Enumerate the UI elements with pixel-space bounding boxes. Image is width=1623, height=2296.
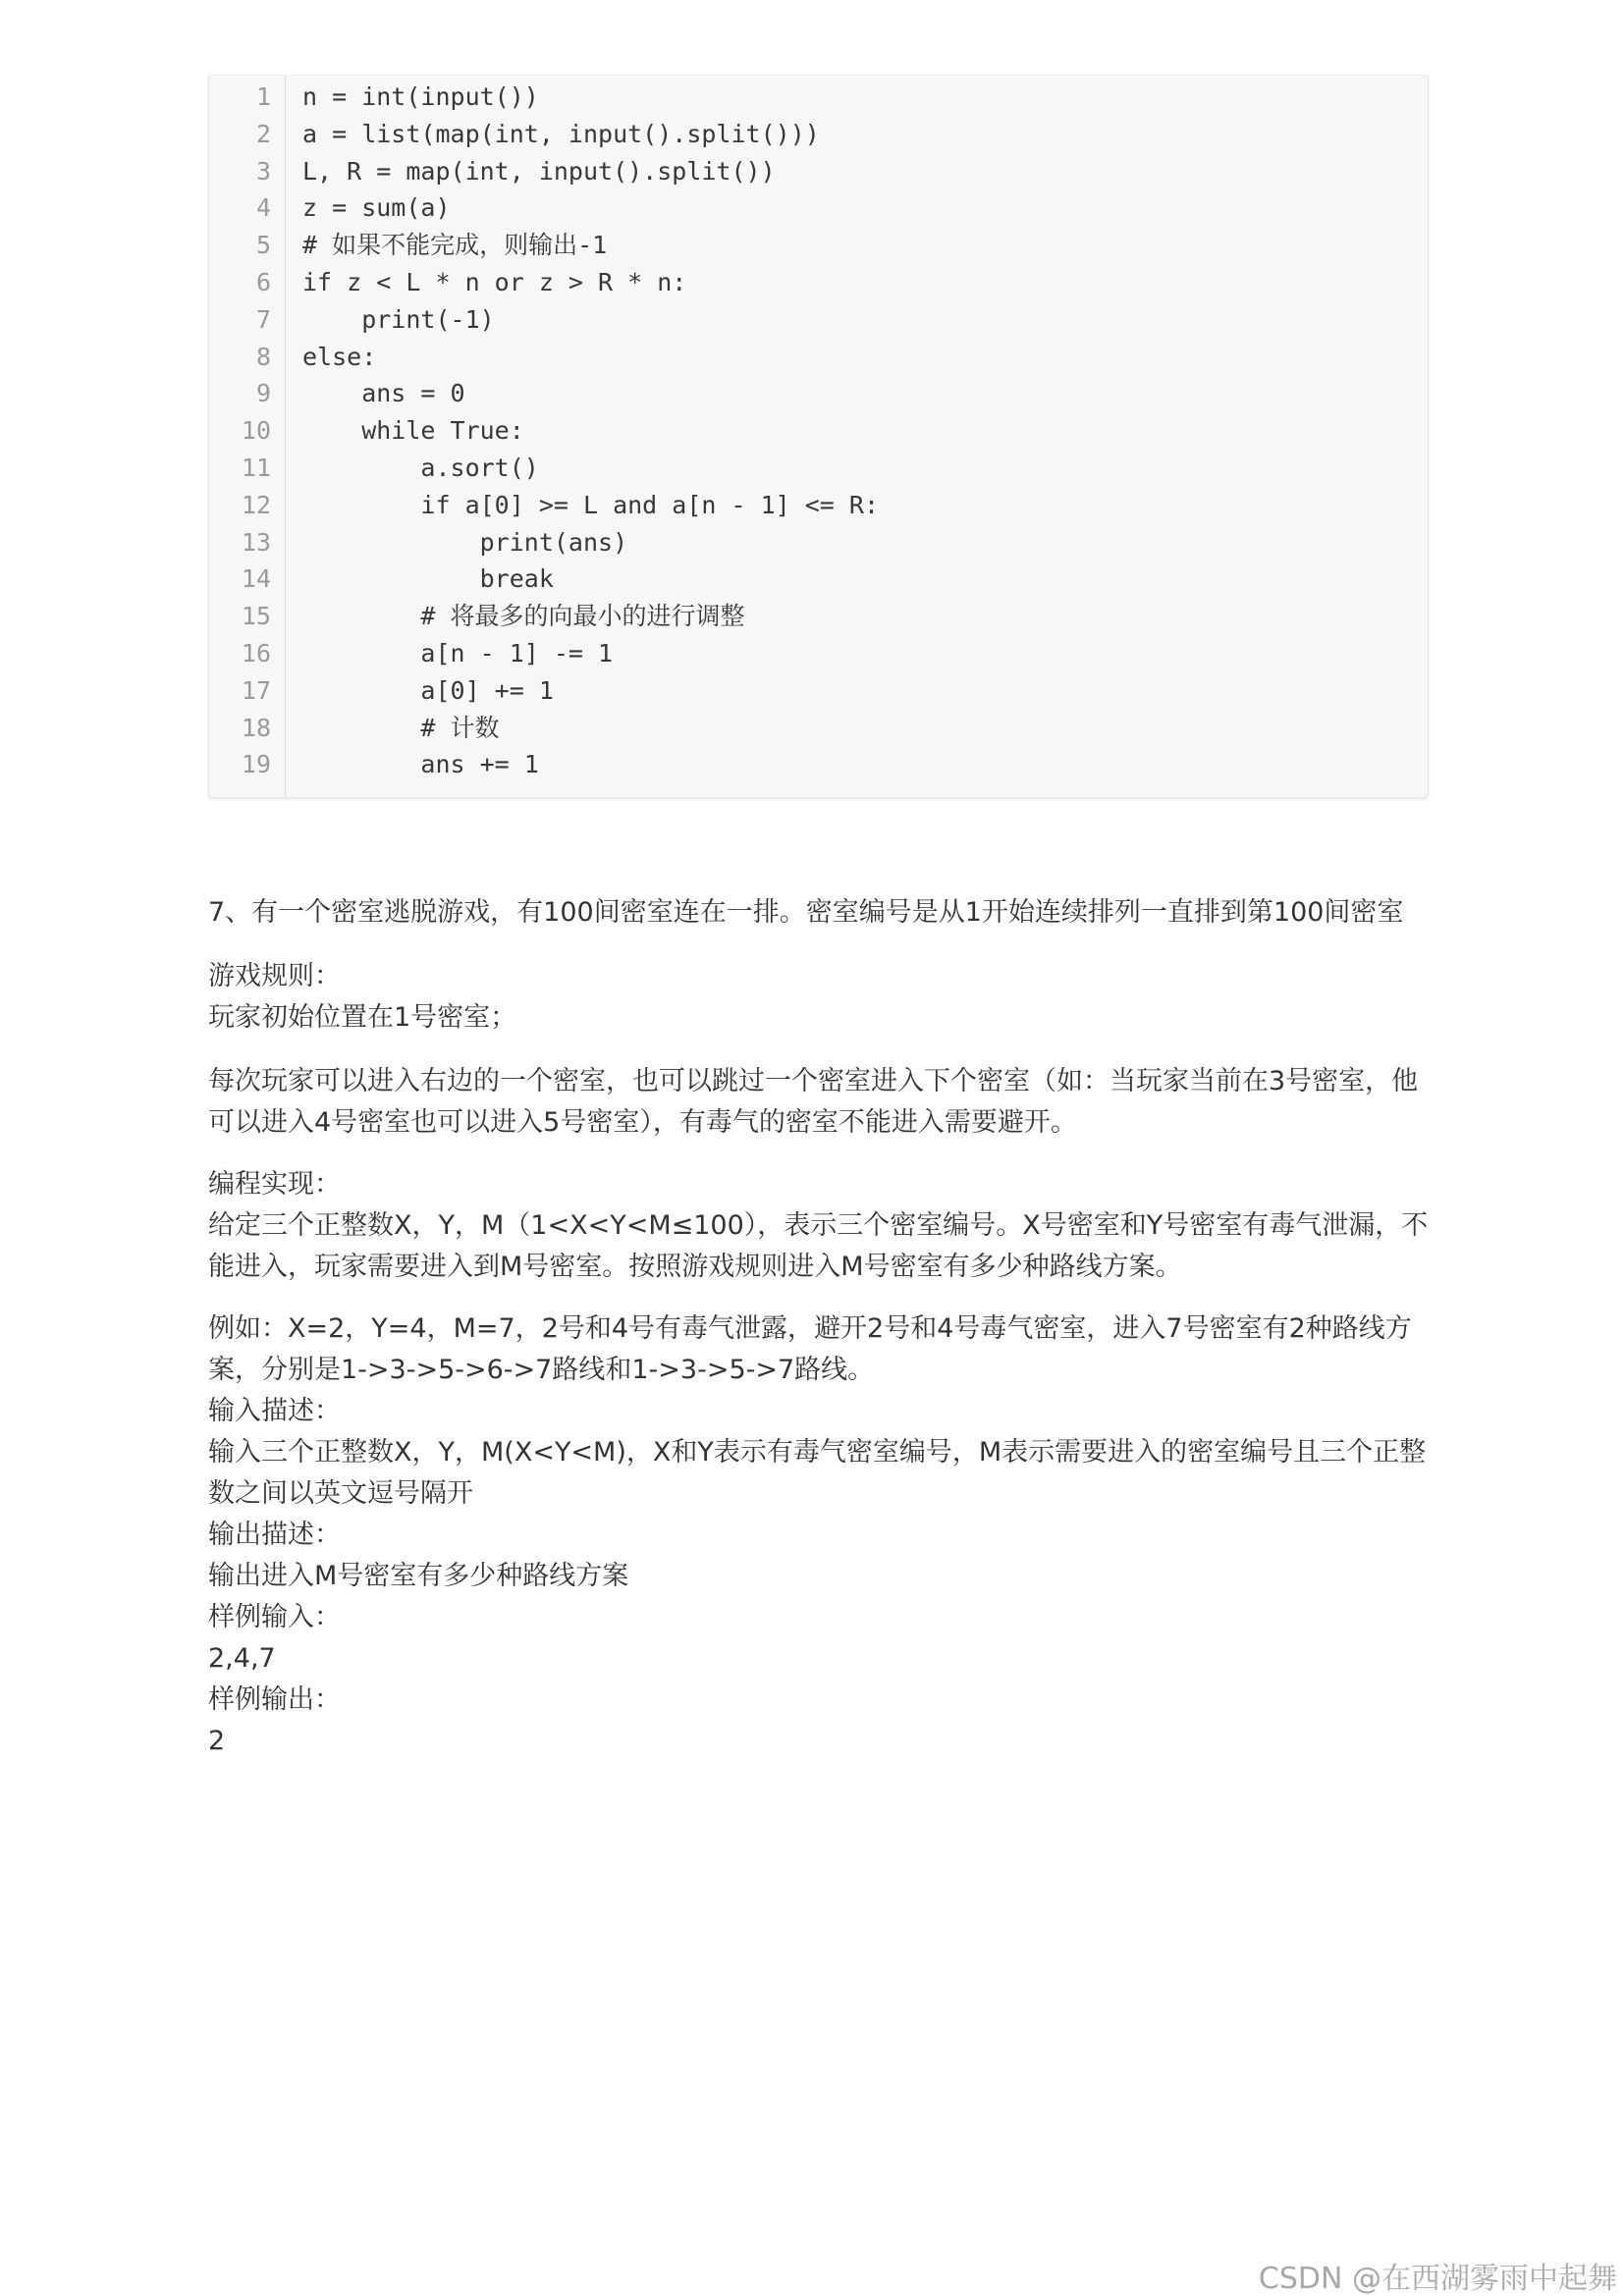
code-comment: # 将最多的向最小的进行调整 — [302, 602, 745, 631]
line-number: 15 — [241, 602, 271, 631]
line-number: 6 — [255, 267, 271, 296]
line-number: 3 — [255, 156, 271, 186]
code-line — [209, 412, 1428, 450]
task-line: 能进入，玩家需要进入到M号密室。按照游戏规则进入M号密室有多少种路线方案。 — [208, 1252, 1182, 1282]
code-text: if a[0] >= L and a[n - 1] <= R: — [302, 490, 879, 519]
code-comment: # 计数 — [302, 713, 500, 742]
input-desc-heading: 输入描述： — [208, 1396, 341, 1426]
code-text: L, R = map(int, input().split()) — [302, 156, 776, 186]
example-line: 案，分别是1->3->5->6->7路线和1->3->5->7路线。 — [208, 1355, 875, 1385]
line-number: 9 — [255, 379, 271, 408]
line-number: 14 — [241, 564, 271, 594]
code-line — [209, 598, 1428, 635]
move-rule-paragraph — [208, 1061, 1465, 1144]
input-desc-line: 数之间以英文逗号隔开 — [208, 1478, 473, 1509]
code-line — [209, 710, 1428, 747]
line-number: 4 — [255, 193, 271, 223]
code-line — [209, 561, 1428, 598]
rules-initial-position: 玩家初始位置在1号密室； — [208, 1002, 517, 1033]
line-number: 18 — [241, 713, 271, 742]
code-text: a.sort() — [302, 453, 539, 482]
code-line — [209, 339, 1428, 376]
line-number: 19 — [241, 750, 271, 779]
code-line — [209, 116, 1428, 153]
gutter-divider — [285, 76, 286, 797]
output-desc-heading: 输出描述： — [208, 1520, 341, 1550]
sample-input-value: 2,4,7 — [208, 1643, 276, 1674]
code-text: break — [302, 564, 554, 594]
code-line — [209, 635, 1428, 672]
code-text: print(-1) — [302, 304, 495, 334]
code-block — [208, 75, 1429, 798]
line-number: 8 — [255, 342, 271, 371]
rules-heading: 游戏规则： — [208, 961, 341, 991]
sample-output-heading: 样例输出： — [208, 1684, 341, 1715]
rules-paragraph — [208, 956, 1465, 1039]
line-number: 17 — [241, 675, 271, 705]
task-heading: 编程实现： — [208, 1169, 341, 1200]
csdn-watermark: CSDN @在西湖雾雨中起舞 — [1258, 2262, 1617, 2296]
line-number: 2 — [255, 119, 271, 148]
code-text: a = list(map(int, input().split())) — [302, 119, 820, 148]
code-line — [209, 746, 1428, 783]
task-line: 给定三个正整数X，Y，M（1<X<Y<M≤100），表示三个密室编号。X号密室和Y号密室有毒气泄漏，不 — [208, 1210, 1429, 1241]
task-paragraph — [208, 1164, 1465, 1288]
code-line — [209, 375, 1428, 412]
code-line — [209, 450, 1428, 487]
code-line — [209, 264, 1428, 301]
question-title-paragraph — [208, 892, 1465, 934]
code-line — [209, 487, 1428, 524]
code-text: a[n - 1] -= 1 — [302, 638, 614, 667]
input-desc-line: 输入三个正整数X，Y，M(X<Y<M)，X和Y表示有毒气密室编号，M表示需要进入的密室编号且三个正整 — [208, 1437, 1427, 1468]
sample-input-heading: 样例输入： — [208, 1602, 341, 1632]
line-number: 10 — [241, 416, 271, 446]
move-rule-line: 每次玩家可以进入右边的一个密室，也可以跳过一个密室进入下个密室（如：当玩家当前在3号密室，他 — [208, 1066, 1419, 1096]
code-line — [209, 672, 1428, 710]
code-text: a[0] += 1 — [302, 675, 554, 705]
code-line — [209, 153, 1428, 190]
line-number: 5 — [255, 231, 271, 260]
line-number: 13 — [241, 527, 271, 557]
code-text: while True: — [302, 416, 524, 446]
question-title: 7、有一个密室逃脱游戏，有100间密室连在一排。密室编号是从1开始连续排列一直排到第100间密室 — [208, 897, 1404, 928]
code-line — [209, 189, 1428, 227]
line-number: 12 — [241, 490, 271, 519]
line-number: 11 — [241, 453, 271, 482]
code-line — [209, 227, 1428, 264]
code-text: else: — [302, 342, 377, 371]
code-line — [209, 79, 1428, 116]
code-comment: # 如果不能完成，则输出-1 — [302, 231, 608, 260]
example-line: 例如：X=2，Y=4，M=7，2号和4号有毒气泄露，避开2号和4号毒气密室，进入7号密室有2种路线方 — [208, 1313, 1412, 1344]
question-article — [208, 892, 1465, 1762]
code-text: n = int(input()) — [302, 82, 539, 111]
output-desc-line: 输出进入M号密室有多少种路线方案 — [208, 1561, 629, 1591]
code-text: z = sum(a) — [302, 193, 451, 223]
code-text: ans = 0 — [302, 379, 465, 408]
code-line — [209, 524, 1428, 561]
line-number: 1 — [255, 82, 271, 111]
code-text: print(ans) — [302, 527, 628, 557]
code-text: if z < L * n or z > R * n: — [302, 267, 687, 296]
code-text: ans += 1 — [302, 750, 539, 779]
line-number: 7 — [255, 304, 271, 334]
example-io-paragraph — [208, 1308, 1465, 1762]
sample-output-value: 2 — [208, 1726, 226, 1756]
code-line — [209, 301, 1428, 339]
line-number: 16 — [241, 638, 271, 667]
move-rule-line: 可以进入4号密室也可以进入5号密室），有毒气的密室不能进入需要避开。 — [208, 1107, 1077, 1138]
